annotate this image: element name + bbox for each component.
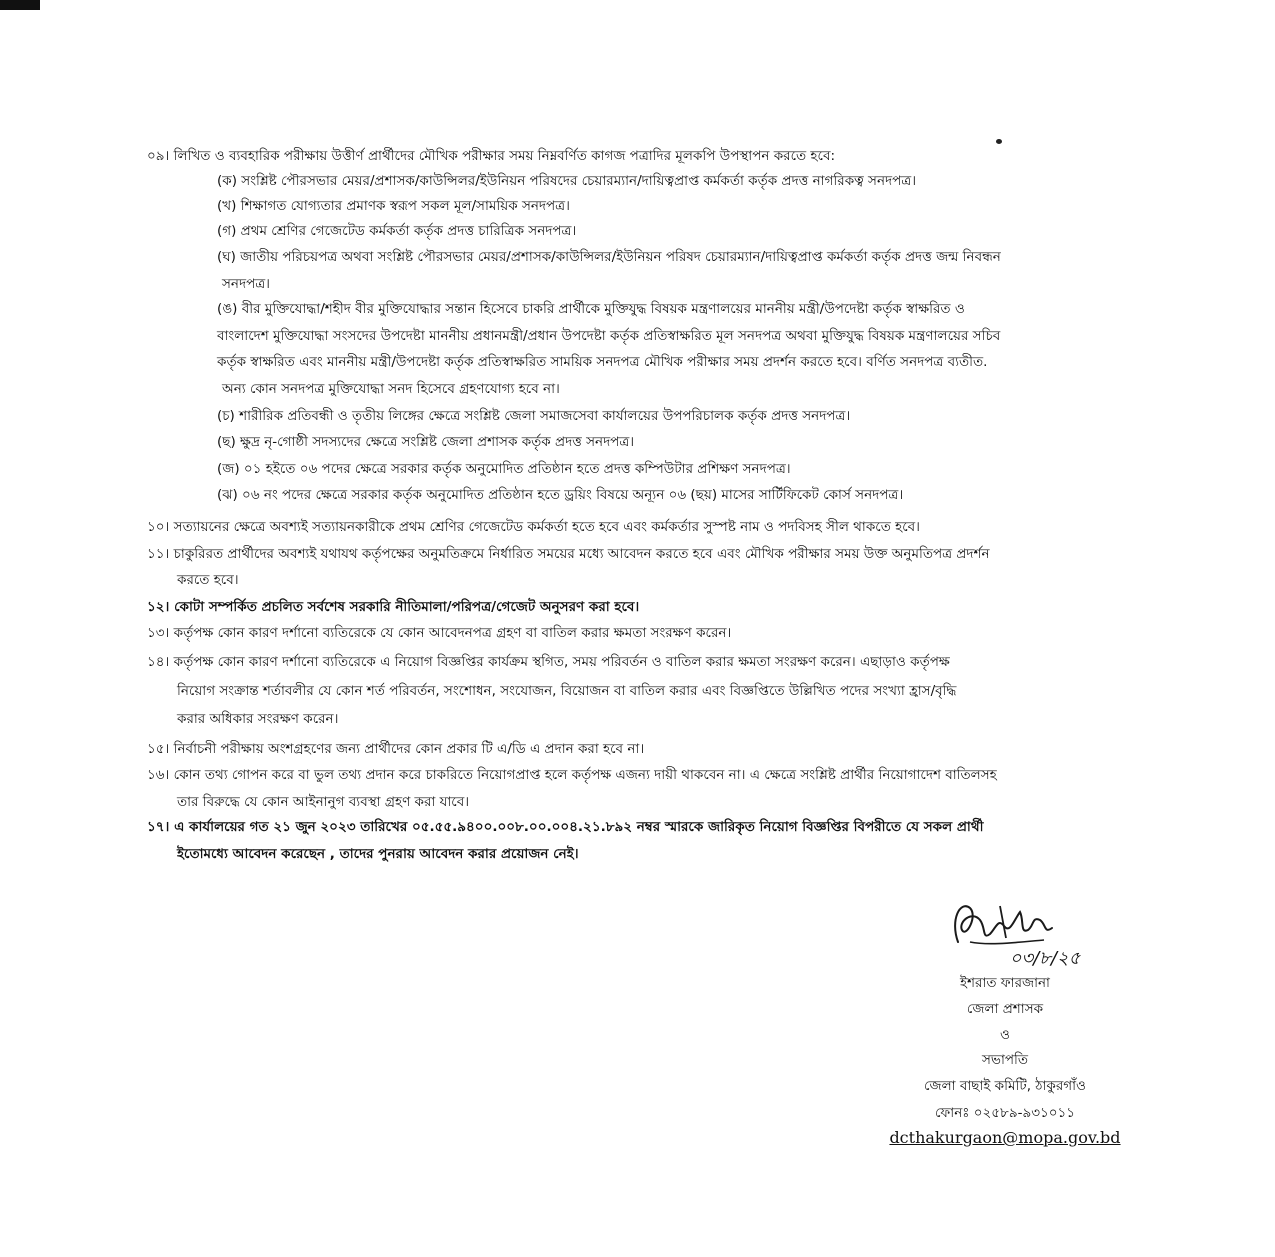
item-09-umo-line2: বাংলাদেশ মুক্তিযোদ্ধা সংসদের উপদেষ্টা মাননীয় প্রধানমন্ত্রী/প্রধান উপদেষ্টা কর্তৃক প্রতিস্বাক্ষরিত মূল সনদপত্র অথবা মুক্তিযুদ্ধ বিষয়ক মন্ত্রণালয়ের সচিব (217, 328, 1001, 344)
item-09-umo-line3: কর্তৃক স্বাক্ষরিত এবং মাননীয় মন্ত্রী/উপদেষ্টা কর্তৃক প্রতিস্বাক্ষরিত সাময়িক সনদপত্র মৌখিক পরীক্ষার সময় প্রদর্শন করতে হবে। বর্ণিত সনদপত্র ব্যতীত. (217, 354, 988, 370)
signature-date: ০৩/৮/২৫ (1009, 948, 1081, 969)
item-10: ১০। সত্যায়নের ক্ষেত্রে অবশ্যই সত্যায়নকারীকে প্রথম শ্রেণির গেজেটেড কর্মকর্তা হতে হবে এবং কর্মকর্তার সুস্পষ্ট নাম ও পদবিসহ সীল থাকতে হবে। (147, 519, 920, 535)
item-17-line2: ইতোমধ্যে আবেদন করেছেন , তাদের পুনরায় আবেদন করার প্রয়োজন নেই। (177, 846, 579, 862)
item-09-intro: ০৯। লিখিত ও ব্যবহারিক পরীক্ষায় উত্তীর্ণ প্রার্থীদের মৌখিক পরীক্ষার সময় নিম্নবর্ণিত কাগজ পত্রাদির মূলকপি উপস্থাপন করতে হবে: (147, 148, 836, 164)
item-09-gha-line2: সনদপত্র। (222, 276, 270, 292)
scan-border-mark (0, 0, 40, 10)
signatory-conjunction: ও (1000, 1027, 1010, 1043)
item-12: ১২। কোটা সম্পর্কিত প্রচলিত সর্বশেষ সরকারি নীতিমালা/পরিপত্র/গেজেট অনুসরণ করা হবে। (147, 599, 640, 615)
item-09-cha: (চ) শারীরিক প্রতিবন্ধী ও তৃতীয় লিঙ্গের ক্ষেত্রে সংশ্লিষ্ট জেলা সমাজসেবা কার্যালয়ের উপপরিচালক কর্তৃক প্রদত্ত সনদপত্র। (217, 408, 851, 424)
item-09-jha: (ঝ) ০৬ নং পদের ক্ষেত্রে সরকার কর্তৃক অনুমোদিত প্রতিষ্ঠান হতে ড্রয়িং বিষয়ে অন্যূন ০৬ (ছয়) মাসের সার্টিফিকেট কোর্স সনদপত্র। (217, 487, 904, 503)
item-11-line2: করতে হবে। (177, 572, 239, 588)
signatory-role: সভাপতি (981, 1052, 1029, 1068)
scan-speck (996, 139, 1002, 144)
item-09-umo-line1: (ঙ) বীর মুক্তিযোদ্ধা/শহীদ বীর মুক্তিযোদ্ধার সন্তান হিসেবে চাকরি প্রার্থীকে মুক্তিযুদ্ধ বিষয়ক মন্ত্রণালয়ের মাননীয় মন্ত্রী/উপদেষ্টা কর্তৃক স্বাক্ষরিত ও (217, 301, 965, 317)
item-16-line2: তার বিরুদ্ধে যে কোন আইনানুগ ব্যবস্থা গ্রহণ করা যাবে। (177, 794, 470, 810)
item-09-ga: (গ) প্রথম শ্রেণির গেজেটেড কর্মকর্তা কর্তৃক প্রদত্ত চারিত্রিক সনদপত্র। (217, 223, 577, 239)
item-09-chha: (ছ) ক্ষুদ্র নৃ-গোষ্ঠী সদস্যদের ক্ষেত্রে সংশ্লিষ্ট জেলা প্রশাসক কর্তৃক প্রদত্ত সনদপত্র। (217, 434, 635, 450)
item-14-line1: ১৪। কর্তৃপক্ষ কোন কারণ দর্শানো ব্যতিরেকে এ নিয়োগ বিজ্ঞপ্তির কার্যক্রম স্থগিত, সময় পরিবর্তন ও বাতিল করার ক্ষমতা সংরক্ষণ করেন। এছাড়াও কর্তৃপক্ষ (147, 654, 950, 670)
email-link[interactable]: dcthakurgaon@mopa.gov.bd (889, 1128, 1121, 1147)
item-09-ka: (ক) সংশ্লিষ্ট পৌরসভার মেয়র/প্রশাসক/কাউন্সিলর/ইউনিয়ন পরিষদের চেয়ারম্যান/দায়িত্বপ্রাপ্ত কর্মকর্তা কর্তৃক প্রদত্ত নাগরিকত্ব সনদপত্র। (217, 173, 917, 189)
committee-name: জেলা বাছাই কমিটি, ঠাকুরগাঁও (924, 1078, 1086, 1094)
item-17-line1: ১৭। এ কার্যালয়ের গত ২১ জুন ২০২৩ তারিখের ০৫.৫৫.৯৪০০.০০৮.০০.০০৪.২১.৮৯২ নম্বর স্মারকে জারিকৃত নিয়োগ বিজ্ঞপ্তির বিপরীতে যে সকল প্রার্থী (147, 819, 984, 835)
signatory-name: ইশরাত ফারজানা (960, 975, 1050, 991)
item-09-kha: (খ) শিক্ষাগত যোগ্যতার প্রমাণক স্বরূপ সকল মূল/সাময়িক সনদপত্র। (217, 198, 570, 214)
item-16-line1: ১৬। কোন তথ্য গোপন করে বা ভুল তথ্য প্রদান করে চাকরিতে নিয়োগপ্রাপ্ত হলে কর্তৃপক্ষ এজন্য দায়ী থাকবেন না। এ ক্ষেত্রে সংশ্লিষ্ট প্রার্থীর নিয়োগাদেশ বাতিলসহ (147, 767, 997, 783)
item-11-line1: ১১। চাকুরিরত প্রার্থীদের অবশ্যই যথাযথ কর্তৃপক্ষের অনুমতিক্রমে নির্ধারিত সময়ের মধ্যে আবেদন করতে হবে এবং মৌখিক পরীক্ষার সময় উক্ত অনুমতিপত্র প্রদর্শন (147, 546, 990, 562)
item-14-line2: নিয়োগ সংক্রান্ত শর্তাবলীর যে কোন শর্ত পরিবর্তন, সংশোধন, সংযোজন, বিয়োজন বা বাতিল করার এবং বিজ্ঞপ্তিতে উল্লিখিত পদের সংখ্যা হ্রাস/বৃদ্ধি (177, 683, 957, 699)
item-14-line3: করার অধিকার সংরক্ষণ করেন। (177, 711, 339, 727)
phone-number: ফোনঃ ০২৫৮৯-৯৩১০১১ (934, 1105, 1076, 1121)
item-09-umo-line4: অন্য কোন সনদপত্র মুক্তিযোদ্ধা সনদ হিসেবে গ্রহণযোগ্য হবে না। (222, 381, 560, 397)
item-15: ১৫। নির্বাচনী পরীক্ষায় অংশগ্রহণের জন্য প্রার্থীদের কোন প্রকার টি এ/ডি এ প্রদান করা হবে না। (147, 741, 645, 757)
signatory-designation: জেলা প্রশাসক (966, 1001, 1044, 1017)
item-09-ja: (জ) ০১ হইতে ০৬ পদের ক্ষেত্রে সরকার কর্তৃক অনুমোদিত প্রতিষ্ঠান হতে প্রদত্ত কম্পিউটার প্রশিক্ষণ সনদপত্র। (217, 461, 791, 477)
item-09-gha-line1: (ঘ) জাতীয় পরিচয়পত্র অথবা সংশ্লিষ্ট পৌরসভার মেয়র/প্রশাসক/কাউন্সিলর/ইউনিয়ন পরিষদ চেয়ারম্যান/দায়িত্বপ্রাপ্ত কর্মকর্তা কর্তৃক প্রদত্ত জন্ম নিবন্ধন (217, 249, 1001, 265)
item-13: ১৩। কর্তৃপক্ষ কোন কারণ দর্শানো ব্যতিরেকে যে কোন আবেদনপত্র গ্রহণ বা বাতিল করার ক্ষমতা সংরক্ষণ করেন। (147, 625, 732, 641)
